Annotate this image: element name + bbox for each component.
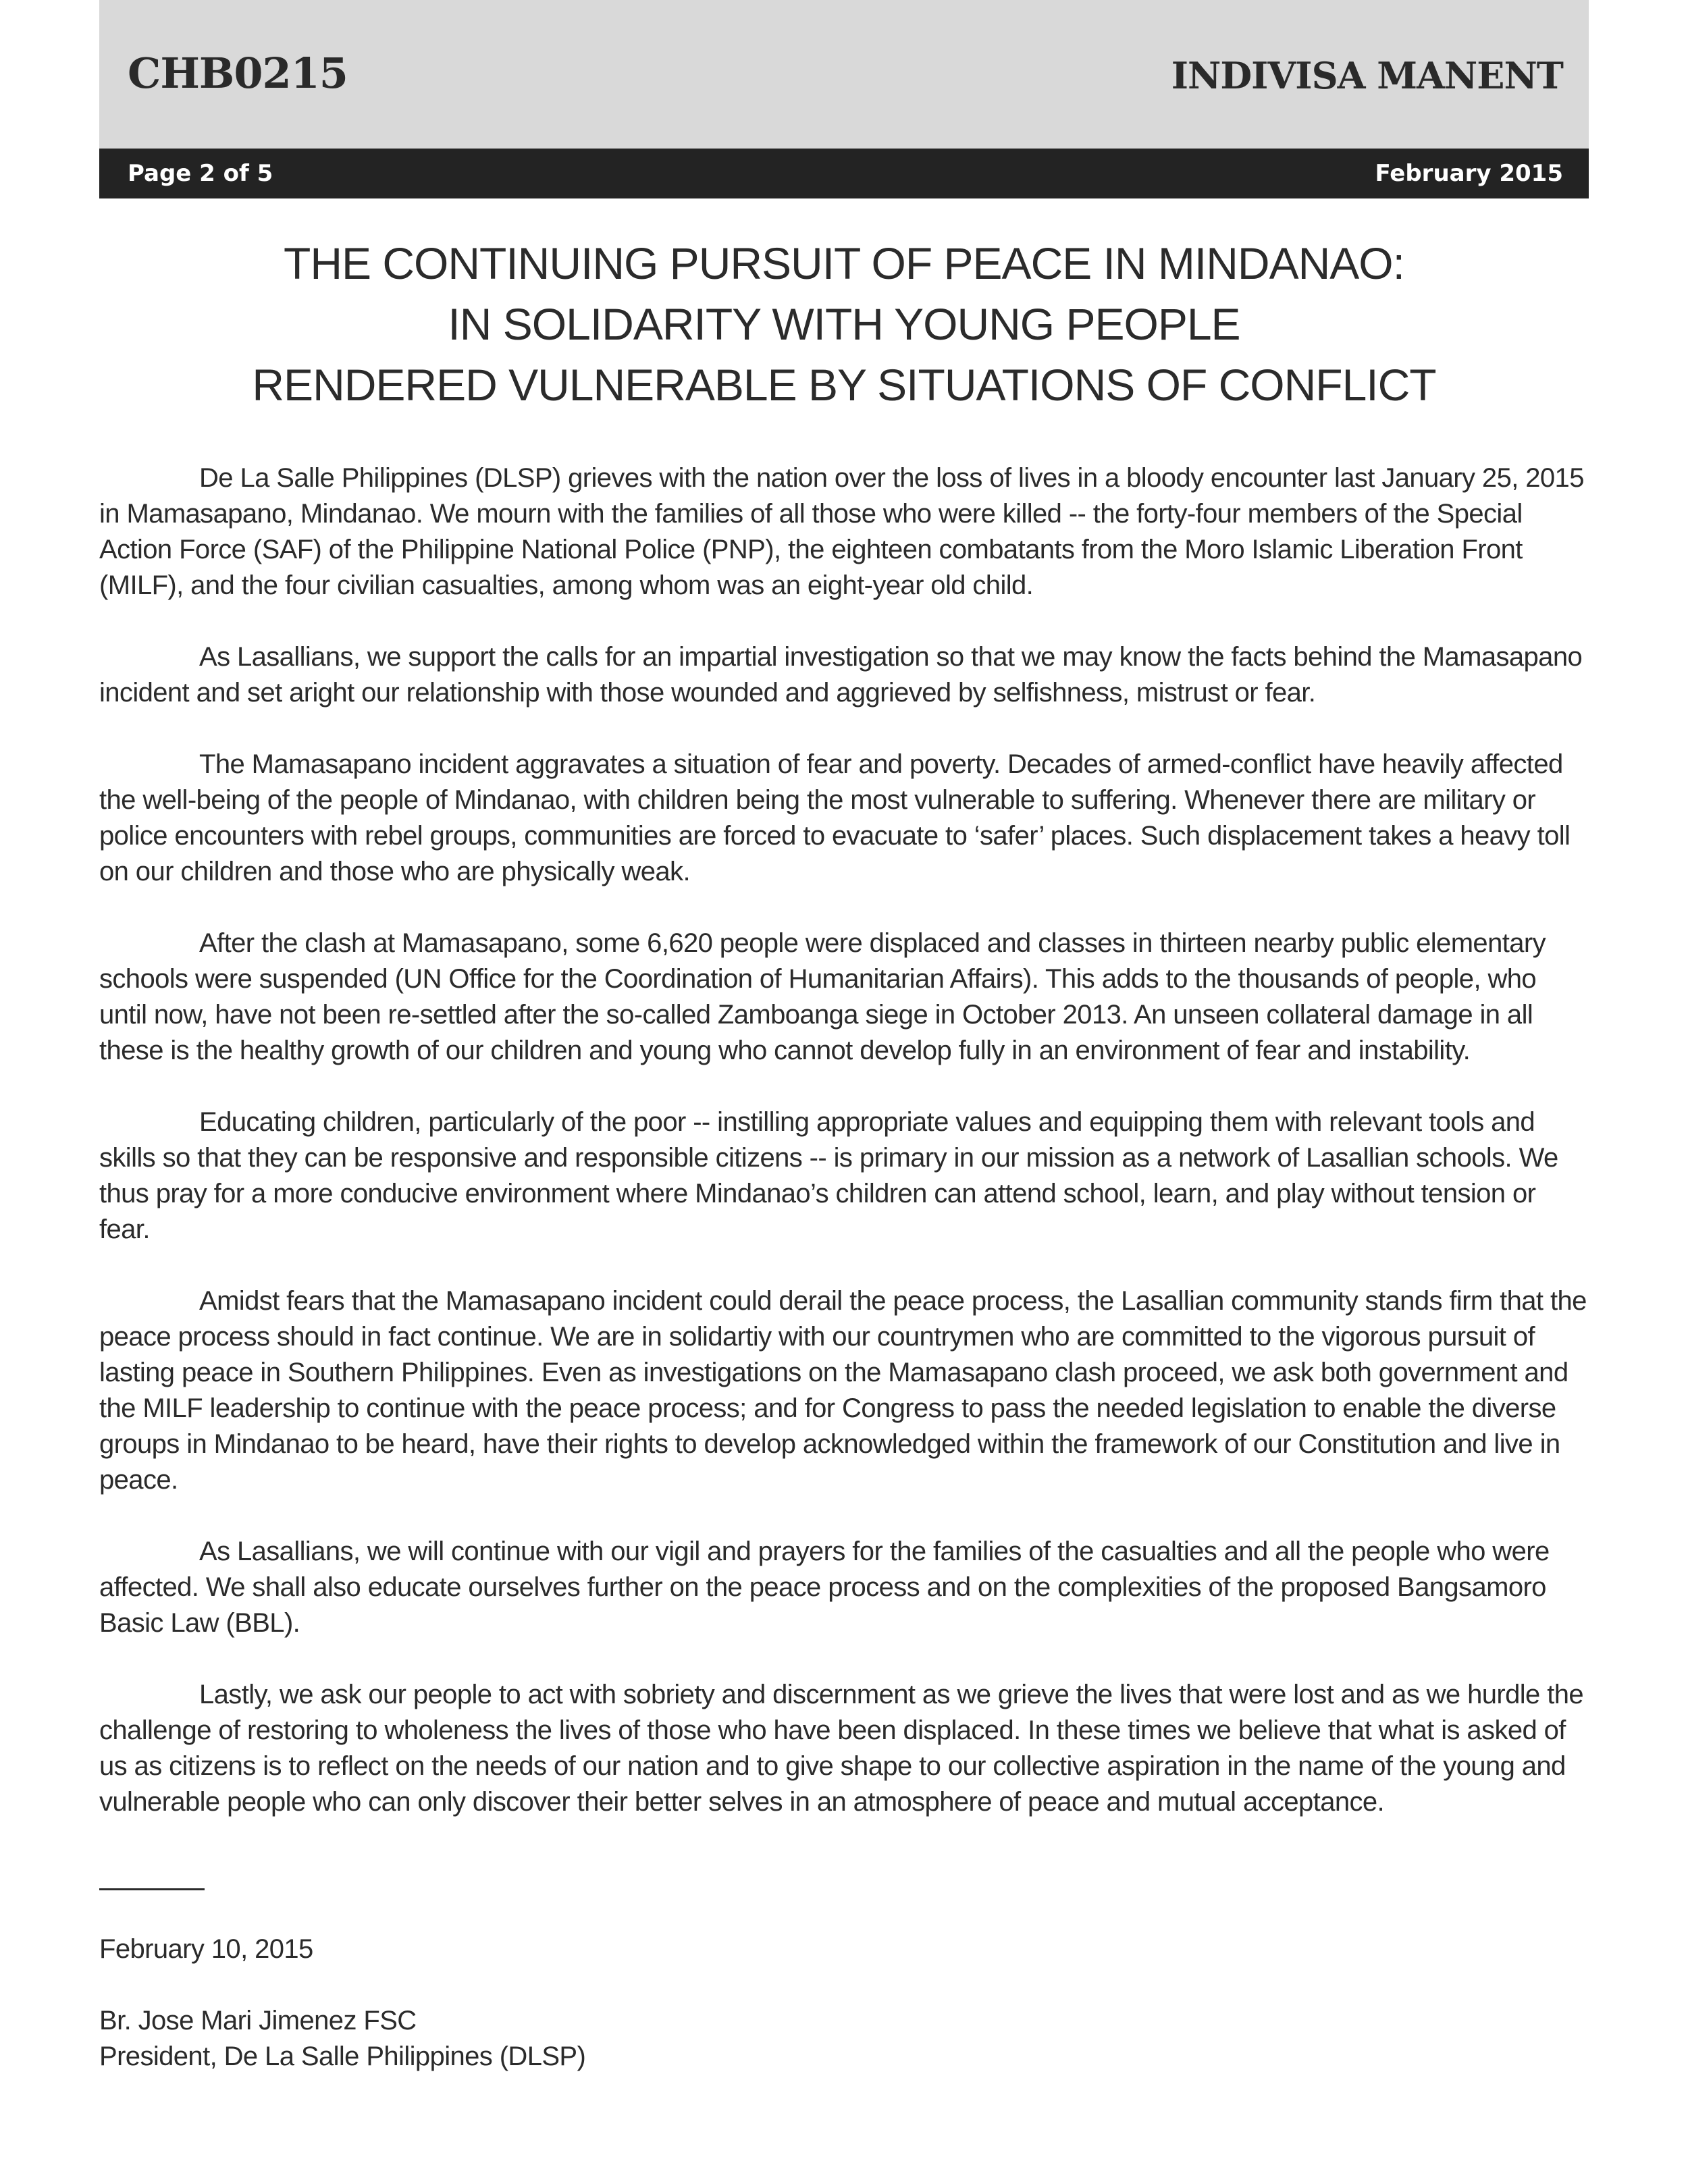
paragraph: Lastly, we ask our people to act with sobriety and discernment as we grieve the lives that were lost and as we hurdle the challenge of restoring to wholeness the lives of those who have been displaced. In these times we believe that what is asked of us as citizens is to reflect on the needs of our nation and to give shape to our collective aspiration in the name of the young and vulnerable people who can only discover their better selves in an atmosphere of peace and mutual acceptance. <box>99 1680 1583 1817</box>
paragraph: The Mamasapano incident aggravates a situation of fear and poverty. Decades of armed-conflict have heavily affected the well-being of the people of Mindanao, with children being the most vulnerable to suffering. Whenever there are military or police encounters with rebel groups, communities are forced to evacuate to ‘safer’ places. Such displacement takes a heavy toll on our children and those who are physically weak. <box>99 749 1571 886</box>
masthead <box>99 0 1589 149</box>
paragraph: As Lasallians, we support the calls for an impartial investigation so that we may know the facts behind the Mamasapano incident and set aright our relationship with those wounded and aggrieved by selfishness, mistrust or fear. <box>99 642 1583 708</box>
signature-date: February 10, 2015 <box>99 1934 313 1964</box>
page-indicator: Page 2 of 5 <box>128 160 273 187</box>
signature-divider <box>99 1888 205 1890</box>
document-title <box>99 233 1589 415</box>
title-line-2: IN SOLIDARITY WITH YOUNG PEOPLE <box>448 299 1240 349</box>
paragraph: Educating children, particularly of the poor -- instilling appropriate values and equipping them with relevant tools and skills so that they can be responsive and responsible citizens -- is primary in our mission as a network of Lasallian schools. We thus pray for a more conducive environment where Mindanao’s children can attend school, learn, and play without tension or fear. <box>99 1107 1558 1244</box>
document-code: CHB0215 <box>128 49 348 98</box>
info-bar <box>99 149 1589 198</box>
paragraph: After the clash at Mamasapano, some 6,620 people were displaced and classes in thirteen nearby public elementary schools were suspended (UN Office for the Coordination of Humanitarian Affairs). This adds to the thousands of people, who until now, have not been re-settled after the so-called Zamboanga siege in October 2013. An unseen collateral damage in all these is the healthy growth of our children and young who cannot develop fully in an environment of fear and instability. <box>99 928 1546 1065</box>
title-line-3: RENDERED VULNERABLE BY SITUATIONS OF CONFLICT <box>252 360 1436 410</box>
paragraph: As Lasallians, we will continue with our vigil and prayers for the families of the casualties and all the people who were affected. We shall also educate ourselves further on the peace process and on the complexities of the proposed Bangsamoro Basic Law (BBL). <box>99 1537 1550 1638</box>
title-line-1: THE CONTINUING PURSUIT OF PEACE IN MINDANAO: <box>284 238 1404 288</box>
signatory-title: President, De La Salle Philippines (DLSP) <box>99 2042 586 2071</box>
masthead-motto: INDIVISA MANENT <box>1171 54 1563 97</box>
issue-date: February 2015 <box>1375 160 1563 187</box>
paragraph: De La Salle Philippines (DLSP) grieves with the nation over the loss of lives in a bloody encounter last January 25, 2015 in Mamasapano, Mindanao. We mourn with the families of all those who were killed -- the forty-four members of the Special Action Force (SAF) of the Philippine National Police (PNP), the eighteen combatants from the Moro Islamic Liberation Front (MILF), and the four civilian casualties, among whom was an eight-year old child. <box>99 463 1584 600</box>
statement-body <box>99 460 1589 1856</box>
paragraph: Amidst fears that the Mamasapano incident could derail the peace process, the Lasallian community stands firm that the peace process should in fact continue. We are in solidartiy with our countrymen who are committed to the vigorous pursuit of lasting peace in Southern Philippines. Even as investigations on the Mamasapano clash proceed, we ask both government and the MILF leadership to continue with the peace process; and for Congress to pass the needed legislation to enable the diverse groups in Mindanao to be heard, have their rights to develop acknowledged within the framework of our Constitution and live in peace. <box>99 1286 1587 1495</box>
signatory-name: Br. Jose Mari Jimenez FSC <box>99 2006 417 2035</box>
